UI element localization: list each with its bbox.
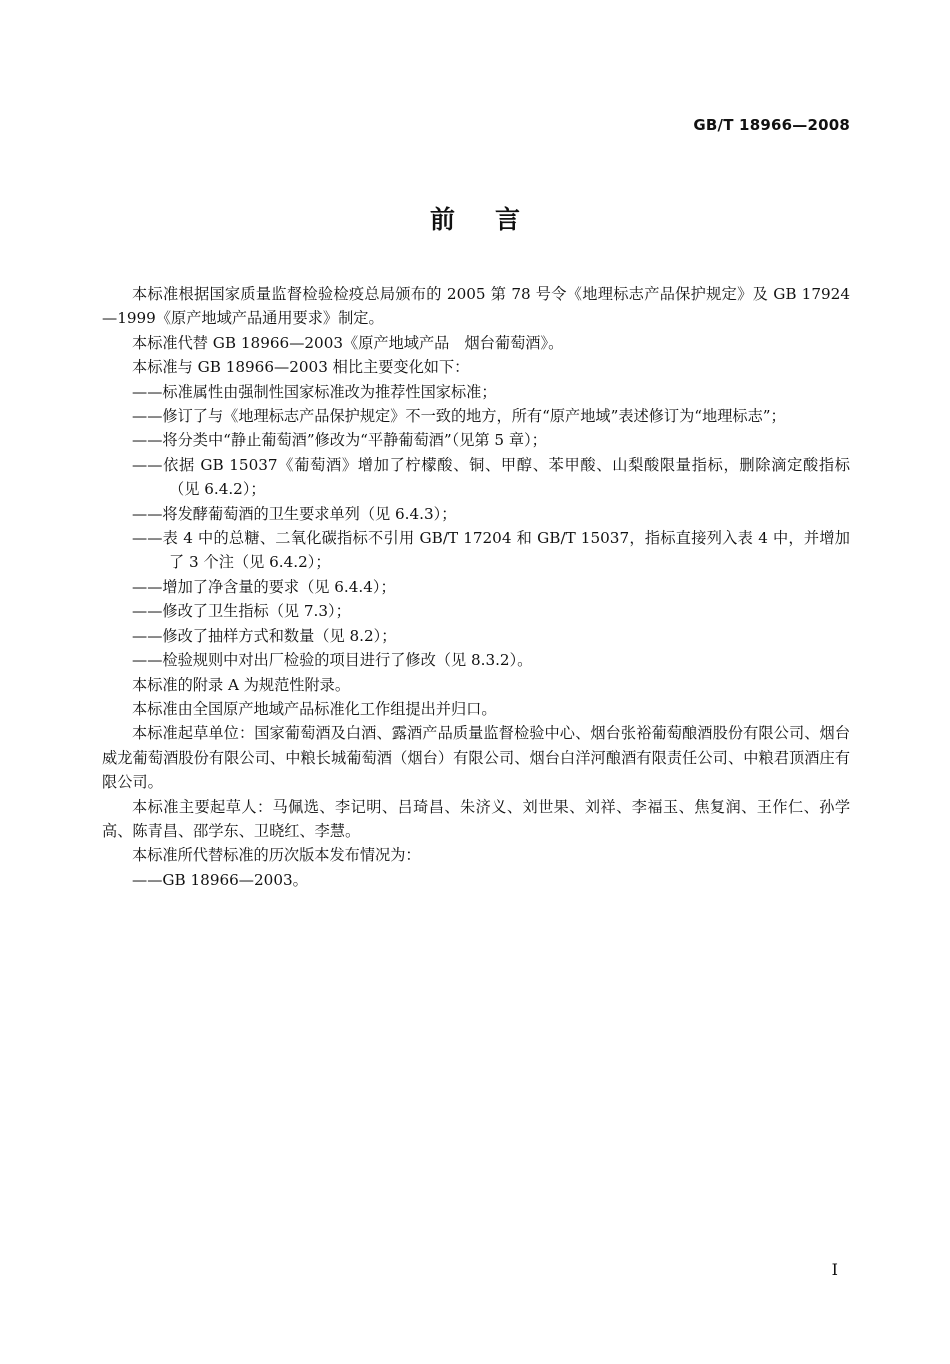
change-item: ——表 4 中的总糖、二氧化碳指标不引用 GB/T 17204 和 GB/T 15037，指标直接列入表 4 中，并增加了 3 个注（见 6.4.2）； <box>132 529 850 572</box>
history-item: ——GB 18966—2003。 <box>132 870 308 889</box>
page-title: 前言 <box>429 205 560 234</box>
paragraph-appendix: 本标准的附录 A 为规范性附录。 <box>132 675 351 694</box>
paragraph-replaces: 本标准代替 GB 18966—2003《原产地域产品 烟台葡萄酒》。 <box>132 333 564 352</box>
paragraph-changes-intro: 本标准与 GB 18966—2003 相比主要变化如下： <box>132 358 470 377</box>
change-item: ——检验规则中对出厂检验的项目进行了修改（见 8.3.2）。 <box>132 651 533 670</box>
change-item: ——标准属性由强制性国家标准改为推荐性国家标准； <box>132 382 497 401</box>
standard-code: GB/T 18966—2008 <box>693 116 850 134</box>
paragraph-basis: 本标准根据国家质量监督检验检疫总局颁布的 2005 第 78 号令《地理标志产品保护规定》及 GB 17924—1999《原产地域产品通用要求》制定。 <box>102 285 850 328</box>
paragraph-drafting-units: 本标准起草单位：国家葡萄酒及白酒、露酒产品质量监督检验中心、烟台张裕葡萄酿酒股份有限公司、烟台威龙葡萄酒股份有限公司、中粮长城葡萄酒（烟台）有限公司、烟台白洋河酿酒有限责任公司、中粮君顶酒庄有限公司。 <box>102 724 850 792</box>
change-item: ——将发酵葡萄酒的卫生要求单列（见 6.4.3）； <box>132 504 457 523</box>
page-number: I <box>831 1260 838 1279</box>
change-item: ——依据 GB 15037《葡萄酒》增加了柠檬酸、铜、甲醇、苯甲酸、山梨酸限量指标，删除滴定酸指标（见 6.4.2）； <box>132 455 850 499</box>
change-item: ——修订了与《地理标志产品保护规定》不一致的地方，所有“原产地域”表述修订为“地理标志”； <box>132 407 786 426</box>
change-item: ——将分类中“静止葡萄酒”修改为“平静葡萄酒”（见第 5 章）； <box>132 431 547 450</box>
change-item: ——增加了净含量的要求（见 6.4.4）； <box>132 577 396 596</box>
change-item: ——修改了抽样方式和数量（见 8.2）； <box>132 626 397 645</box>
paragraph-drafters: 本标准主要起草人：马佩选、李记明、吕琦昌、朱济义、刘世果、刘祥、李福玉、焦复润、王作仁、孙学高、陈青昌、邵学东、卫晓红、李慧。 <box>102 797 850 840</box>
paragraph-proposer: 本标准由全国原产地域产品标准化工作组提出并归口。 <box>132 699 497 718</box>
document-body <box>102 282 850 892</box>
paragraph-history-intro: 本标准所代替标准的历次版本发布情况为： <box>132 846 421 865</box>
change-item: ——修改了卫生指标（见 7.3）； <box>132 602 351 621</box>
